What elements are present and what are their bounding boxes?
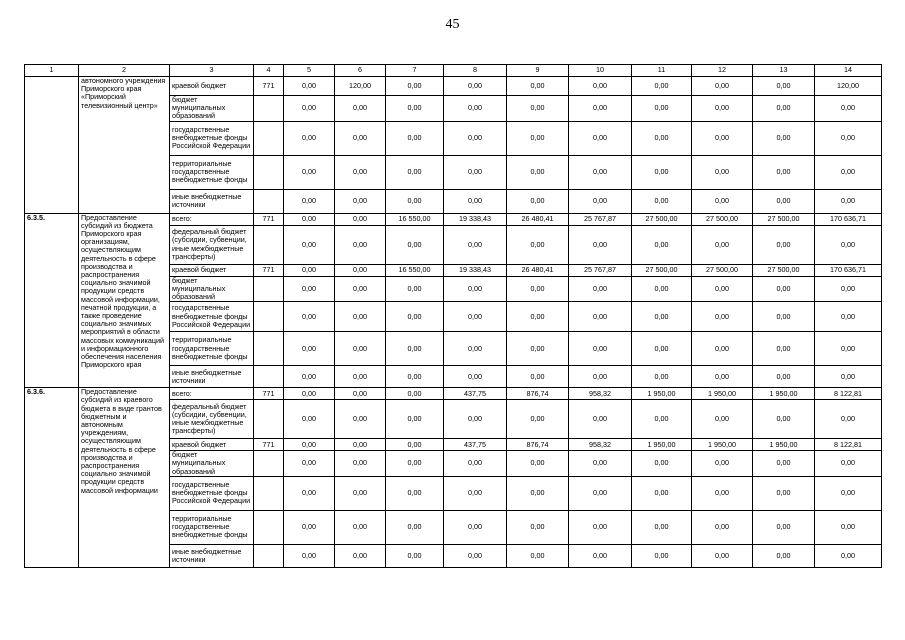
amount-cell: 0,00 — [386, 544, 444, 567]
amount-cell: 0,00 — [569, 96, 632, 122]
amount-cell: 0,00 — [632, 189, 692, 213]
table-row — [25, 213, 882, 225]
amount-cell: 0,00 — [507, 96, 569, 122]
amount-cell: 0,00 — [692, 225, 753, 264]
amount-cell: 0,00 — [507, 476, 569, 510]
amount-cell: 0,00 — [284, 264, 335, 276]
amount-cell: 0,00 — [753, 121, 815, 155]
amount-cell: 25 767,87 — [569, 264, 632, 276]
amount-cell: 0,00 — [507, 155, 569, 189]
amount-cell: 0,00 — [444, 121, 507, 155]
amount-cell: 0,00 — [386, 439, 444, 451]
amount-cell: 0,00 — [386, 388, 444, 400]
column-header: 5 — [284, 65, 335, 77]
budget-code — [254, 400, 284, 439]
column-header: 10 — [569, 65, 632, 77]
amount-cell: 0,00 — [284, 225, 335, 264]
amount-cell: 0,00 — [632, 121, 692, 155]
column-header: 12 — [692, 65, 753, 77]
amount-cell: 0,00 — [692, 155, 753, 189]
amount-cell: 0,00 — [692, 77, 753, 96]
amount-cell: 0,00 — [335, 400, 386, 439]
amount-cell: 0,00 — [444, 332, 507, 366]
amount-cell: 0,00 — [753, 544, 815, 567]
amount-cell: 0,00 — [284, 510, 335, 544]
amount-cell: 0,00 — [284, 451, 335, 477]
budget-code — [254, 510, 284, 544]
amount-cell: 0,00 — [386, 332, 444, 366]
amount-cell: 0,00 — [692, 476, 753, 510]
funding-source: всего: — [170, 213, 254, 225]
column-header: 7 — [386, 65, 444, 77]
amount-cell: 0,00 — [632, 225, 692, 264]
amount-cell: 0,00 — [692, 189, 753, 213]
amount-cell: 0,00 — [284, 213, 335, 225]
amount-cell: 25 767,87 — [569, 213, 632, 225]
funding-source: государственные внебюджетные фонды Российской Федерации — [170, 476, 254, 510]
amount-cell: 876,74 — [507, 388, 569, 400]
amount-cell: 0,00 — [507, 544, 569, 567]
column-header: 9 — [507, 65, 569, 77]
budget-code: 771 — [254, 77, 284, 96]
amount-cell: 0,00 — [444, 544, 507, 567]
amount-cell: 0,00 — [335, 225, 386, 264]
column-header: 14 — [815, 65, 882, 77]
amount-cell: 0,00 — [386, 121, 444, 155]
amount-cell: 0,00 — [507, 189, 569, 213]
amount-cell: 0,00 — [753, 225, 815, 264]
amount-cell: 0,00 — [692, 121, 753, 155]
amount-cell: 0,00 — [335, 332, 386, 366]
amount-cell: 0,00 — [632, 451, 692, 477]
funding-source: федеральный бюджет (субсидии, субвенции, иные межбюджетные трансферты) — [170, 225, 254, 264]
amount-cell: 0,00 — [335, 155, 386, 189]
item-code: 6.3.5. — [25, 213, 79, 388]
amount-cell: 0,00 — [335, 264, 386, 276]
amount-cell: 27 500,00 — [632, 264, 692, 276]
amount-cell: 0,00 — [284, 366, 335, 388]
budget-code — [254, 332, 284, 366]
amount-cell: 0,00 — [632, 510, 692, 544]
amount-cell: 27 500,00 — [692, 213, 753, 225]
amount-cell: 0,00 — [335, 451, 386, 477]
amount-cell: 8 122,81 — [815, 388, 882, 400]
amount-cell: 0,00 — [569, 77, 632, 96]
funding-source: краевой бюджет — [170, 264, 254, 276]
amount-cell: 16 550,00 — [386, 213, 444, 225]
amount-cell: 437,75 — [444, 439, 507, 451]
amount-cell: 0,00 — [386, 476, 444, 510]
amount-cell: 0,00 — [335, 276, 386, 302]
amount-cell: 0,00 — [815, 332, 882, 366]
amount-cell: 0,00 — [632, 544, 692, 567]
budget-code — [254, 96, 284, 122]
amount-cell: 8 122,81 — [815, 439, 882, 451]
funding-source: государственные внебюджетные фонды Российской Федерации — [170, 121, 254, 155]
amount-cell: 0,00 — [753, 400, 815, 439]
column-header: 3 — [170, 65, 254, 77]
funding-source: бюджет муниципальных образований — [170, 276, 254, 302]
funding-source: иные внебюджетные источники — [170, 544, 254, 567]
funding-source: федеральный бюджет (субсидии, субвенции, иные межбюджетные трансферты) — [170, 400, 254, 439]
funding-source: иные внебюджетные источники — [170, 189, 254, 213]
amount-cell: 0,00 — [753, 476, 815, 510]
amount-cell: 0,00 — [444, 476, 507, 510]
amount-cell: 0,00 — [284, 155, 335, 189]
amount-cell: 27 500,00 — [753, 213, 815, 225]
amount-cell: 0,00 — [386, 366, 444, 388]
amount-cell: 0,00 — [507, 510, 569, 544]
budget-code — [254, 544, 284, 567]
column-header: 1 — [25, 65, 79, 77]
amount-cell: 27 500,00 — [632, 213, 692, 225]
funding-source: бюджет муниципальных образований — [170, 96, 254, 122]
budget-code — [254, 155, 284, 189]
amount-cell: 0,00 — [753, 77, 815, 96]
amount-cell: 0,00 — [444, 96, 507, 122]
amount-cell: 0,00 — [815, 225, 882, 264]
budget-table — [24, 64, 882, 568]
amount-cell: 0,00 — [569, 225, 632, 264]
amount-cell: 27 500,00 — [753, 264, 815, 276]
amount-cell: 0,00 — [753, 332, 815, 366]
amount-cell: 0,00 — [753, 189, 815, 213]
funding-source: территориальные государственные внебюджетные фонды — [170, 510, 254, 544]
column-header: 4 — [254, 65, 284, 77]
item-code — [25, 77, 79, 214]
amount-cell: 0,00 — [569, 121, 632, 155]
amount-cell: 1 950,00 — [692, 439, 753, 451]
amount-cell: 120,00 — [815, 77, 882, 96]
amount-cell: 0,00 — [815, 302, 882, 332]
amount-cell: 0,00 — [632, 96, 692, 122]
amount-cell: 0,00 — [386, 155, 444, 189]
amount-cell: 0,00 — [284, 121, 335, 155]
amount-cell: 0,00 — [815, 400, 882, 439]
amount-cell: 0,00 — [444, 400, 507, 439]
amount-cell: 0,00 — [692, 544, 753, 567]
amount-cell: 0,00 — [569, 366, 632, 388]
item-description: автономного учреждения Приморского края «Приморский телевизионный центр» — [79, 77, 170, 214]
amount-cell: 1 950,00 — [753, 439, 815, 451]
amount-cell: 1 950,00 — [753, 388, 815, 400]
amount-cell: 0,00 — [335, 388, 386, 400]
budget-code — [254, 276, 284, 302]
amount-cell: 26 480,41 — [507, 213, 569, 225]
budget-code: 771 — [254, 264, 284, 276]
amount-cell: 0,00 — [692, 451, 753, 477]
amount-cell: 0,00 — [753, 302, 815, 332]
amount-cell: 0,00 — [692, 366, 753, 388]
amount-cell: 1 950,00 — [632, 439, 692, 451]
amount-cell: 120,00 — [335, 77, 386, 96]
amount-cell: 958,32 — [569, 388, 632, 400]
funding-source: краевой бюджет — [170, 77, 254, 96]
amount-cell: 0,00 — [692, 276, 753, 302]
amount-cell: 0,00 — [692, 302, 753, 332]
amount-cell: 0,00 — [815, 121, 882, 155]
amount-cell: 0,00 — [507, 400, 569, 439]
amount-cell: 0,00 — [569, 400, 632, 439]
amount-cell: 0,00 — [632, 302, 692, 332]
amount-cell: 0,00 — [632, 366, 692, 388]
amount-cell: 0,00 — [444, 451, 507, 477]
budget-code — [254, 476, 284, 510]
page-number: 45 — [445, 17, 460, 32]
amount-cell: 0,00 — [632, 332, 692, 366]
amount-cell: 0,00 — [632, 476, 692, 510]
funding-source: бюджет муниципальных образований — [170, 451, 254, 477]
amount-cell: 0,00 — [569, 276, 632, 302]
amount-cell: 0,00 — [815, 476, 882, 510]
amount-cell: 0,00 — [753, 155, 815, 189]
budget-code — [254, 302, 284, 332]
budget-code — [254, 225, 284, 264]
amount-cell: 0,00 — [386, 96, 444, 122]
amount-cell: 0,00 — [386, 77, 444, 96]
funding-source: территориальные государственные внебюджетные фонды — [170, 155, 254, 189]
amount-cell: 0,00 — [335, 302, 386, 332]
amount-cell: 170 636,71 — [815, 264, 882, 276]
amount-cell: 437,75 — [444, 388, 507, 400]
amount-cell: 0,00 — [386, 276, 444, 302]
amount-cell: 0,00 — [444, 510, 507, 544]
amount-cell: 27 500,00 — [692, 264, 753, 276]
amount-cell: 26 480,41 — [507, 264, 569, 276]
funding-source: всего: — [170, 388, 254, 400]
funding-source: государственные внебюджетные фонды Российской Федерации — [170, 302, 254, 332]
amount-cell: 0,00 — [569, 510, 632, 544]
amount-cell: 0,00 — [335, 96, 386, 122]
amount-cell: 0,00 — [815, 510, 882, 544]
amount-cell: 0,00 — [284, 544, 335, 567]
amount-cell: 0,00 — [284, 400, 335, 439]
budget-code — [254, 189, 284, 213]
budget-code — [254, 121, 284, 155]
amount-cell: 0,00 — [386, 451, 444, 477]
amount-cell: 0,00 — [507, 366, 569, 388]
amount-cell: 0,00 — [284, 439, 335, 451]
amount-cell: 16 550,00 — [386, 264, 444, 276]
column-header: 2 — [79, 65, 170, 77]
amount-cell: 1 950,00 — [632, 388, 692, 400]
amount-cell: 0,00 — [444, 155, 507, 189]
amount-cell: 0,00 — [753, 366, 815, 388]
amount-cell: 0,00 — [632, 155, 692, 189]
item-code: 6.3.6. — [25, 388, 79, 568]
budget-code: 771 — [254, 388, 284, 400]
amount-cell: 0,00 — [753, 510, 815, 544]
amount-cell: 0,00 — [632, 276, 692, 302]
amount-cell: 0,00 — [569, 332, 632, 366]
amount-cell: 0,00 — [444, 189, 507, 213]
amount-cell: 0,00 — [815, 189, 882, 213]
amount-cell: 0,00 — [569, 302, 632, 332]
amount-cell: 0,00 — [692, 332, 753, 366]
amount-cell: 0,00 — [569, 476, 632, 510]
amount-cell: 0,00 — [815, 155, 882, 189]
amount-cell: 0,00 — [284, 302, 335, 332]
column-header: 13 — [753, 65, 815, 77]
amount-cell: 0,00 — [507, 276, 569, 302]
amount-cell: 0,00 — [335, 189, 386, 213]
amount-cell: 0,00 — [507, 121, 569, 155]
amount-cell: 0,00 — [815, 276, 882, 302]
amount-cell: 0,00 — [335, 121, 386, 155]
amount-cell: 0,00 — [386, 189, 444, 213]
amount-cell: 19 338,43 — [444, 213, 507, 225]
amount-cell: 0,00 — [386, 400, 444, 439]
amount-cell: 0,00 — [815, 96, 882, 122]
amount-cell: 0,00 — [335, 544, 386, 567]
amount-cell: 0,00 — [632, 400, 692, 439]
amount-cell: 0,00 — [753, 451, 815, 477]
amount-cell: 876,74 — [507, 439, 569, 451]
amount-cell: 0,00 — [444, 302, 507, 332]
funding-source: краевой бюджет — [170, 439, 254, 451]
amount-cell: 0,00 — [569, 451, 632, 477]
amount-cell: 0,00 — [692, 400, 753, 439]
amount-cell: 0,00 — [284, 189, 335, 213]
amount-cell: 0,00 — [569, 189, 632, 213]
column-header: 6 — [335, 65, 386, 77]
amount-cell: 0,00 — [569, 544, 632, 567]
amount-cell: 0,00 — [444, 77, 507, 96]
amount-cell: 0,00 — [507, 225, 569, 264]
budget-code: 771 — [254, 439, 284, 451]
amount-cell: 1 950,00 — [692, 388, 753, 400]
amount-cell: 19 338,43 — [444, 264, 507, 276]
amount-cell: 0,00 — [444, 225, 507, 264]
amount-cell: 0,00 — [386, 225, 444, 264]
amount-cell: 0,00 — [569, 155, 632, 189]
amount-cell: 0,00 — [815, 366, 882, 388]
table-row — [25, 77, 882, 96]
amount-cell: 0,00 — [284, 332, 335, 366]
amount-cell: 0,00 — [284, 388, 335, 400]
column-header: 11 — [632, 65, 692, 77]
amount-cell: 958,32 — [569, 439, 632, 451]
amount-cell: 0,00 — [335, 476, 386, 510]
funding-source: иные внебюджетные источники — [170, 366, 254, 388]
amount-cell: 0,00 — [632, 77, 692, 96]
amount-cell: 0,00 — [753, 96, 815, 122]
amount-cell: 0,00 — [386, 510, 444, 544]
amount-cell: 0,00 — [444, 366, 507, 388]
amount-cell: 0,00 — [284, 476, 335, 510]
budget-code — [254, 451, 284, 477]
amount-cell: 0,00 — [284, 77, 335, 96]
amount-cell: 0,00 — [335, 439, 386, 451]
amount-cell: 0,00 — [507, 332, 569, 366]
amount-cell: 0,00 — [444, 276, 507, 302]
item-description: Предоставление субсидий из краевого бюджета в виде грантов бюджетным и автономным учреждениям, осуществляющим деятельность в сфере производства и распространения социально значимой продукции средств массовой информации — [79, 388, 170, 568]
budget-code: 771 — [254, 213, 284, 225]
amount-cell: 0,00 — [815, 544, 882, 567]
amount-cell: 0,00 — [284, 276, 335, 302]
funding-source: территориальные государственные внебюджетные фонды — [170, 332, 254, 366]
amount-cell: 0,00 — [335, 213, 386, 225]
amount-cell: 0,00 — [815, 451, 882, 477]
amount-cell: 170 636,71 — [815, 213, 882, 225]
amount-cell: 0,00 — [692, 510, 753, 544]
table-row — [25, 388, 882, 400]
amount-cell: 0,00 — [507, 302, 569, 332]
column-header: 8 — [444, 65, 507, 77]
amount-cell: 0,00 — [507, 451, 569, 477]
amount-cell: 0,00 — [284, 96, 335, 122]
amount-cell: 0,00 — [335, 366, 386, 388]
amount-cell: 0,00 — [753, 276, 815, 302]
amount-cell: 0,00 — [507, 77, 569, 96]
budget-code — [254, 366, 284, 388]
item-description: Предоставление субсидий из бюджета Приморского края организациям, осуществляющим деятельность в сфере производства и распространения социально значимой продукции средств массовой информации, печатной продукции, а также проведение социально значимых мероприятий в области массовых коммуникаций и информационного обеспечения населения Приморского края — [79, 213, 170, 388]
amount-cell: 0,00 — [692, 96, 753, 122]
amount-cell: 0,00 — [386, 302, 444, 332]
amount-cell: 0,00 — [335, 510, 386, 544]
table-header-row — [25, 65, 882, 77]
